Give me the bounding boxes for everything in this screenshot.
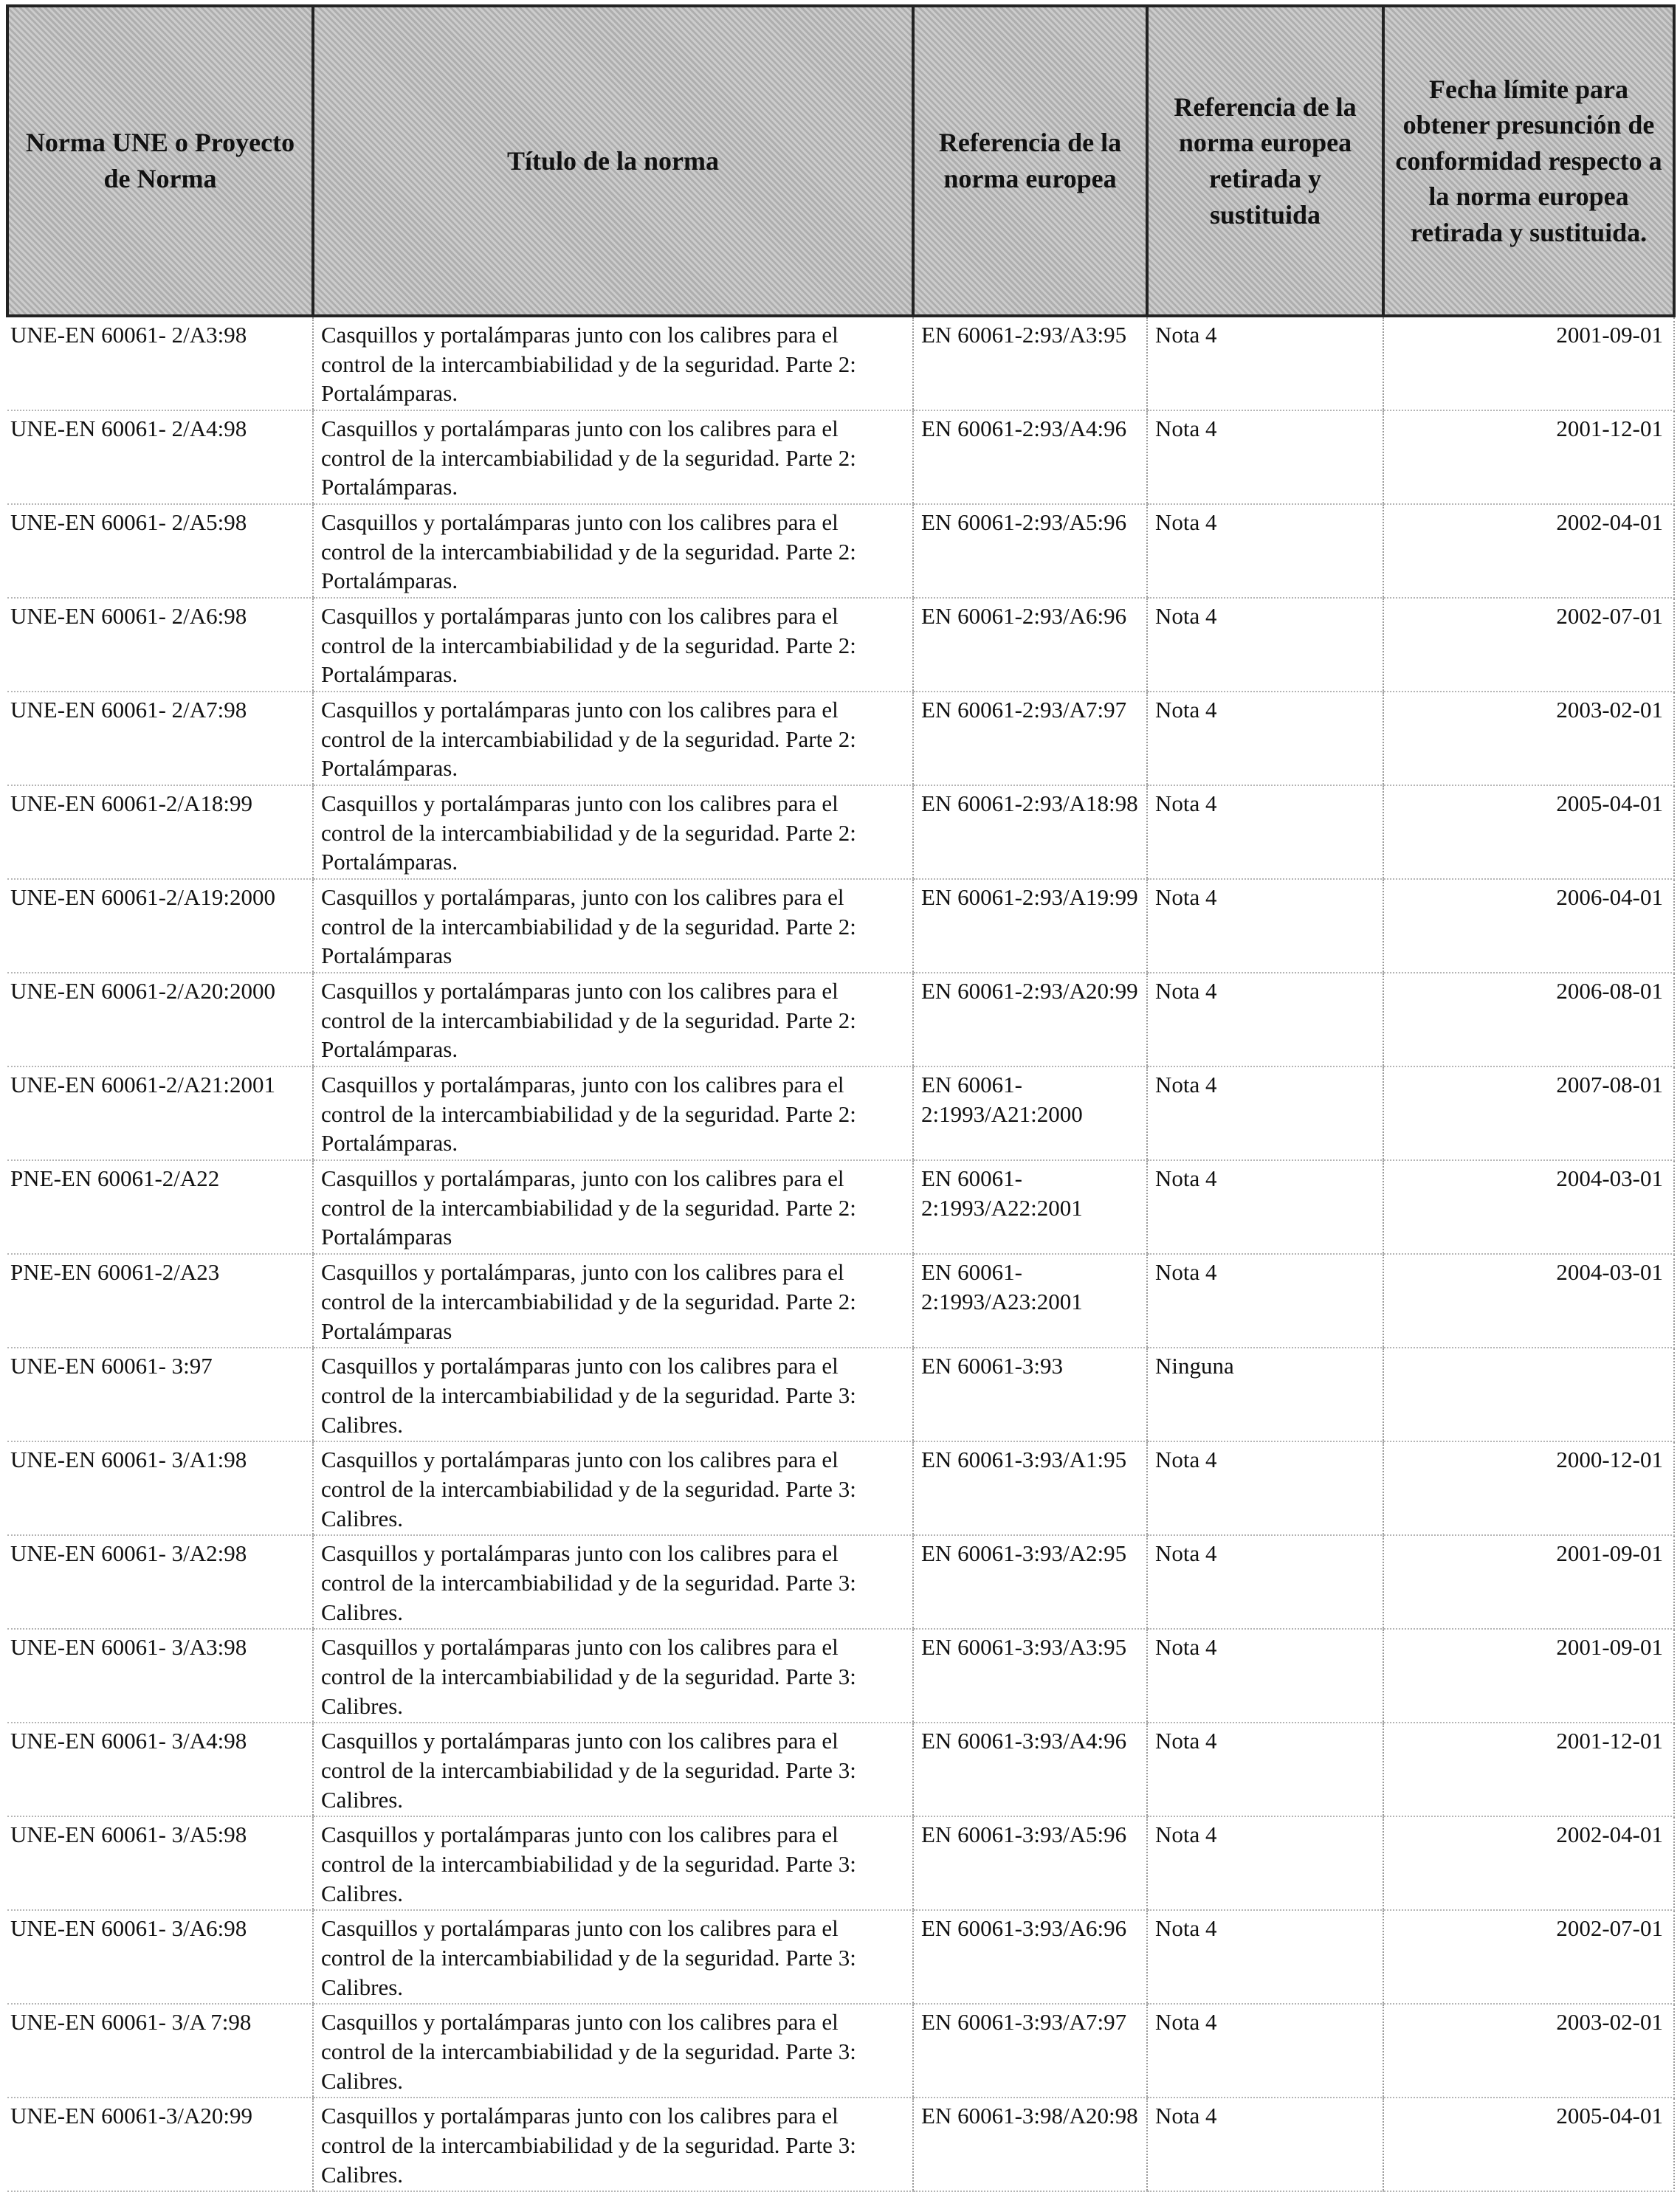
cell-retirada: Nota 4 [1147,1816,1383,1910]
cell-retirada: Nota 4 [1147,1254,1383,1348]
table-row [7,1348,1674,1441]
cell-norma: UNE-EN 60061- 3/A2:98 [7,1535,313,1629]
cell-titulo: Casquillos y portalámparas junto con los calibres para el control de la intercambiabilidad y de la seguridad. Parte 2: Portalámparas. [313,410,913,504]
table-row [7,2098,1674,2191]
cell-norma: UNE-EN 60061-2/A19:2000 [7,879,313,973]
cell-norma: UNE-EN 60061- 2/A7:98 [7,692,313,785]
cell-norma: UNE-EN 60061-2/A21:2001 [7,1066,313,1160]
cell-norma: UNE-EN 60061- 2/A6:98 [7,598,313,692]
cell-titulo: Casquillos y portalámparas junto con los calibres para el control de la intercambiabilidad y de la seguridad. Parte 2: Portalámparas. [313,692,913,785]
cell-fecha: 2001-09-01 [1383,1535,1674,1629]
cell-titulo: Casquillos y portalámparas junto con los calibres para el control de la intercambiabilidad y de la seguridad. Parte 3: Calibres. [313,1629,913,1723]
table-row [7,785,1674,879]
cell-referencia: EN 60061-2:93/A20:99 [913,973,1147,1066]
cell-referencia: EN 60061-2:93/A3:95 [913,316,1147,410]
table-row [7,1816,1674,1910]
cell-fecha: 2005-04-01 [1383,785,1674,879]
cell-retirada: Nota 4 [1147,1066,1383,1160]
cell-titulo: Casquillos y portalámparas junto con los calibres para el control de la intercambiabilidad y de la seguridad. Parte 3: Calibres. [313,1723,913,1816]
cell-retirada: Nota 4 [1147,973,1383,1066]
cell-titulo: Casquillos y portalámparas junto con los calibres para el control de la intercambiabilidad y de la seguridad. Parte 3: Calibres. [313,1441,913,1535]
cell-titulo: Casquillos y portalámparas, junto con los calibres para el control de la intercambiabilidad y de la seguridad. Parte 2: Portalámparas. [313,1066,913,1160]
table-row [7,1066,1674,1160]
cell-fecha: 2000-12-01 [1383,1441,1674,1535]
cell-referencia: EN 60061-2:1993/A22:2001 [913,1160,1147,1254]
header-referencia-retirada: Referencia de la norma europea retirada y sustituida [1147,6,1383,316]
cell-referencia: EN 60061-3:93/A4:96 [913,1723,1147,1816]
cell-retirada: Nota 4 [1147,1535,1383,1629]
cell-fecha: 2004-03-01 [1383,1254,1674,1348]
cell-titulo: Casquillos y portalámparas junto con los calibres para el control de la intercambiabilidad y de la seguridad. Parte 3: Calibres. [313,1348,913,1441]
cell-referencia: EN 60061-2:93/A6:96 [913,598,1147,692]
table-row [7,598,1674,692]
cell-retirada: Nota 4 [1147,1441,1383,1535]
cell-titulo: Casquillos y portalámparas, junto con los calibres para el control de la intercambiabilidad y de la seguridad. Parte 2: Portalámparas [313,879,913,973]
cell-fecha: 2006-08-01 [1383,973,1674,1066]
cell-fecha: 2001-12-01 [1383,410,1674,504]
cell-norma: UNE-EN 60061- 3/A 7:98 [7,2004,313,2098]
cell-fecha: 2001-09-01 [1383,316,1674,410]
cell-norma: UNE-EN 60061- 3/A5:98 [7,1816,313,1910]
cell-norma: UNE-EN 60061- 3/A3:98 [7,1629,313,1723]
cell-titulo: Casquillos y portalámparas junto con los calibres para el control de la intercambiabilidad y de la seguridad. Parte 3: Calibres. [313,1910,913,2004]
cell-referencia: EN 60061-2:93/A18:98 [913,785,1147,879]
cell-referencia: EN 60061-3:93/A6:96 [913,1910,1147,2004]
cell-referencia: EN 60061-2:93/A4:96 [913,410,1147,504]
cell-referencia: EN 60061-3:98/A20:98 [913,2098,1147,2191]
cell-referencia: EN 60061-2:1993/A23:2001 [913,1254,1147,1348]
header-fecha-limite: Fecha límite para obtener presunción de conformidad respecto a la norma europea retirada y sustituida. [1383,6,1674,316]
cell-referencia: EN 60061-2:93/A5:96 [913,504,1147,598]
table-row [7,1441,1674,1535]
cell-retirada: Nota 4 [1147,1160,1383,1254]
cell-retirada: Nota 4 [1147,2004,1383,2098]
cell-norma: UNE-EN 60061- 3/A1:98 [7,1441,313,1535]
header-titulo: Título de la norma [313,6,913,316]
cell-norma: UNE-EN 60061-2/A18:99 [7,785,313,879]
table-row [7,692,1674,785]
cell-retirada: Nota 4 [1147,1723,1383,1816]
table-row [7,973,1674,1066]
table-row [7,504,1674,598]
cell-fecha: 2002-04-01 [1383,1816,1674,1910]
table-row [7,1910,1674,2004]
standards-table [6,4,1676,2192]
cell-titulo: Casquillos y portalámparas junto con los calibres para el control de la intercambiabilidad y de la seguridad. Parte 3: Calibres. [313,1816,913,1910]
cell-retirada: Nota 4 [1147,598,1383,692]
cell-titulo: Casquillos y portalámparas junto con los calibres para el control de la intercambiabilidad y de la seguridad. Parte 2: Portalámparas. [313,504,913,598]
cell-retirada: Nota 4 [1147,504,1383,598]
table-row [7,2004,1674,2098]
cell-retirada: Nota 4 [1147,785,1383,879]
cell-fecha: 2002-04-01 [1383,504,1674,598]
table-row [7,1254,1674,1348]
cell-referencia: EN 60061-3:93/A5:96 [913,1816,1147,1910]
cell-fecha: 2003-02-01 [1383,692,1674,785]
header-referencia-europea: Referencia de la norma europea [913,6,1147,316]
cell-norma: UNE-EN 60061- 2/A4:98 [7,410,313,504]
table-row [7,1629,1674,1723]
cell-titulo: Casquillos y portalámparas, junto con los calibres para el control de la intercambiabilidad y de la seguridad. Parte 2: Portalámparas [313,1254,913,1348]
cell-titulo: Casquillos y portalámparas junto con los calibres para el control de la intercambiabilidad y de la seguridad. Parte 3: Calibres. [313,2004,913,2098]
header-row [7,6,1674,316]
header-norma-une: Norma UNE o Proyecto de Norma [7,6,313,316]
cell-fecha [1383,1348,1674,1441]
cell-retirada: Nota 4 [1147,316,1383,410]
cell-titulo: Casquillos y portalámparas junto con los calibres para el control de la intercambiabilidad y de la seguridad. Parte 2: Portalámparas. [313,598,913,692]
table-header [7,6,1674,316]
cell-titulo: Casquillos y portalámparas junto con los calibres para el control de la intercambiabilidad y de la seguridad. Parte 3: Calibres. [313,2098,913,2191]
cell-referencia: EN 60061-3:93/A1:95 [913,1441,1147,1535]
cell-fecha: 2004-03-01 [1383,1160,1674,1254]
cell-fecha: 2001-12-01 [1383,1723,1674,1816]
cell-titulo: Casquillos y portalámparas junto con los calibres para el control de la intercambiabilidad y de la seguridad. Parte 3: Calibres. [313,1535,913,1629]
table-row [7,1160,1674,1254]
table-row [7,316,1674,410]
cell-norma: UNE-EN 60061- 3:97 [7,1348,313,1441]
cell-referencia: EN 60061-3:93/A7:97 [913,2004,1147,2098]
cell-titulo: Casquillos y portalámparas, junto con los calibres para el control de la intercambiabilidad y de la seguridad. Parte 2: Portalámparas [313,1160,913,1254]
cell-retirada: Nota 4 [1147,2098,1383,2191]
cell-norma: UNE-EN 60061-2/A20:2000 [7,973,313,1066]
cell-norma: PNE-EN 60061-2/A22 [7,1160,313,1254]
cell-fecha: 2002-07-01 [1383,598,1674,692]
table-row [7,1723,1674,1816]
cell-norma: UNE-EN 60061- 3/A4:98 [7,1723,313,1816]
table-row [7,1535,1674,1629]
cell-retirada: Ninguna [1147,1348,1383,1441]
cell-fecha: 2006-04-01 [1383,879,1674,973]
cell-referencia: EN 60061-3:93/A2:95 [913,1535,1147,1629]
cell-fecha: 2002-07-01 [1383,1910,1674,2004]
cell-retirada: Nota 4 [1147,692,1383,785]
table-row [7,410,1674,504]
cell-norma: UNE-EN 60061-3/A20:99 [7,2098,313,2191]
table-row [7,879,1674,973]
cell-norma: UNE-EN 60061- 2/A5:98 [7,504,313,598]
cell-titulo: Casquillos y portalámparas junto con los calibres para el control de la intercambiabilidad y de la seguridad. Parte 2: Portalámparas. [313,973,913,1066]
cell-fecha: 2005-04-01 [1383,2098,1674,2191]
cell-referencia: EN 60061-3:93/A3:95 [913,1629,1147,1723]
cell-norma: UNE-EN 60061- 2/A3:98 [7,316,313,410]
cell-fecha: 2003-02-01 [1383,2004,1674,2098]
cell-titulo: Casquillos y portalámparas junto con los calibres para el control de la intercambiabilidad y de la seguridad. Parte 2: Portalámparas. [313,785,913,879]
cell-referencia: EN 60061-3:93 [913,1348,1147,1441]
cell-retirada: Nota 4 [1147,1910,1383,2004]
cell-referencia: EN 60061-2:93/A7:97 [913,692,1147,785]
cell-referencia: EN 60061-2:1993/A21:2000 [913,1066,1147,1160]
cell-retirada: Nota 4 [1147,1629,1383,1723]
cell-fecha: 2007-08-01 [1383,1066,1674,1160]
table-body [7,316,1674,2191]
cell-titulo: Casquillos y portalámparas junto con los calibres para el control de la intercambiabilidad y de la seguridad. Parte 2: Portalámparas. [313,316,913,410]
cell-norma: PNE-EN 60061-2/A23 [7,1254,313,1348]
cell-retirada: Nota 4 [1147,879,1383,973]
cell-referencia: EN 60061-2:93/A19:99 [913,879,1147,973]
cell-retirada: Nota 4 [1147,410,1383,504]
cell-norma: UNE-EN 60061- 3/A6:98 [7,1910,313,2004]
cell-fecha: 2001-09-01 [1383,1629,1674,1723]
